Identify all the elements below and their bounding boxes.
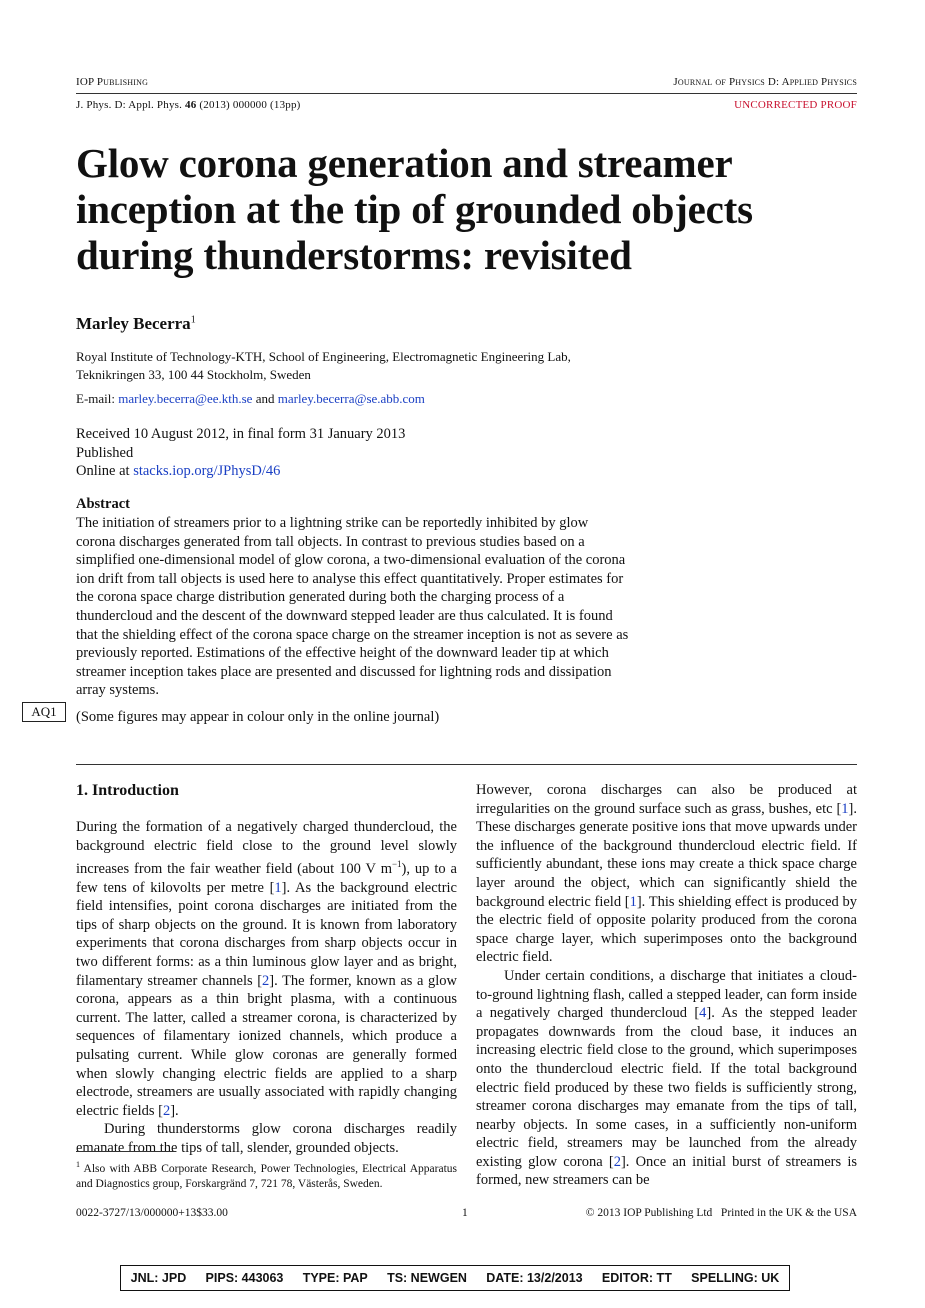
email-link-1[interactable]: marley.becerra@ee.kth.se [118, 391, 253, 406]
paper-title: Glow corona generation and streamer inception at the tip of grounded objects during thunderstorms: revisited [76, 140, 753, 278]
intro-paragraph-1: During the formation of a negatively charged thundercloud, the background electric field close to the ground level slowly increases from the fair weather field (about 100 V $m^{-1}$), up to a few tens of kilovolts per metre [1]. As the background electric field intensifies, point corona discharges are initiated from the tips of sharp objects on the ground. It is known from laboratory experiments that corona discharges from sharp objects occur in two different forms: as a thin luminous glow layer and as bright, filamentary streamer channels [2]. The former, known as a glow corona, appears as a thin bright plasma, with a continuous current. The latter, called a streamer corona, is characterized by sequences of filamentary ionized channels, which produce a pulsating current. While glow coronas are generally formed when slowly changing electric fields are applied to a sharp electrode, streamers are usually associated with rapidly changing electric fields [2]. [76, 819, 457, 1119]
online-line: Online at stacks.iop.org/JPhysD/46 [76, 463, 281, 479]
colour-note: (Some figures may appear in colour only in the online journal) [76, 709, 440, 725]
ref-link[interactable]: 1 [629, 893, 637, 910]
proof-status: UNCORRECTED PROOF [734, 99, 857, 111]
ref-link[interactable]: 2 [613, 1153, 621, 1170]
citation: J. Phys. D: Appl. Phys. 46 (2013) 000000 (13pp) [76, 99, 301, 111]
abstract-body: The initiation of streamers prior to a lightning strike can be reportedly inhibited by glow corona discharges generated from tall objects. In contrast to previous studies based on a simplified one-dimensional model of glow corona, a two-dimensional evaluation of the corona ion drift from tall objects is used here to analyse this effect quantitatively. Proper estimates for the corona space charge distribution generated during both the charging process of a thundercloud and the descent of the downward stepped leader are thus calculated. It is found that the shielding effect of the corona space charge on the streamer inception is not as severe as previously reported. Estimations of the effective height of the downward leader tip at which streamer inception takes place are presented and discussed for lightning rods and dissipation array systems. [76, 515, 629, 699]
online-link[interactable]: stacks.iop.org/JPhysD/46 [133, 463, 281, 479]
author [76, 314, 196, 334]
prod-ts: TS: NEWGEN [387, 1271, 467, 1285]
publisher-name: IOP Publishing [76, 76, 149, 88]
production-strip [120, 1265, 790, 1291]
prod-date: DATE: 13/2/2013 [486, 1271, 583, 1285]
author-footnote-mark: 1 [190, 314, 196, 326]
published-label: Published [76, 444, 134, 461]
footnote: $^1$ Also with ABB Corporate Research, Power Technologies, Electrical Apparatus and Diagnostics group, Forskargränd 7, 721 78, Västerås, Sweden. [76, 1160, 457, 1190]
email-line: E-mail: marley.becerra@ee.kth.se and marley.becerra@se.abb.com [76, 391, 425, 406]
received-date: Received 10 August 2012, in final form 31 January 2013 [76, 426, 406, 442]
footer-code: 0022-3727/13/000000+13$33.00 [76, 1207, 228, 1219]
abstract-rule [76, 764, 857, 765]
ref-link[interactable]: 1 [841, 800, 849, 817]
abstract-heading: Abstract [76, 496, 130, 512]
author-name: Marley Becerra [76, 314, 191, 333]
affiliation: Royal Institute of Technology-KTH, School of Engineering, Electromagnetic Engineering Lab, Teknikringen 33, 100 44 Stockholm, Sweden [76, 349, 571, 382]
ref-link[interactable]: 2 [162, 1102, 171, 1119]
prod-spelling: SPELLING: UK [691, 1271, 780, 1285]
right-column [476, 781, 857, 1190]
footnote-rule [76, 1151, 176, 1152]
ref-link[interactable]: 4 [699, 1005, 707, 1022]
prod-type: TYPE: PAP [302, 1271, 368, 1285]
intro-paragraph-2: During thunderstorms glow corona discharges readily emanate from the tips of tall, slender, grounded objects. [76, 1121, 457, 1156]
prod-editor: EDITOR: TT [601, 1271, 672, 1285]
intro-paragraph-3: However, corona discharges can also be produced at irregularities on the ground surface such as grass, bushes, etc [1]. These discharges generate positive ions that move upwards under the influence of the background thundercloud electric field. If sufficiently abundant, these ions may create a thick space charge layer around the object, which can significantly shield the background electric field [1]. This shielding effect is produced by the electric field of opposite polarity produced from the corona space charge layer, which superimposes onto the background electric field. [476, 782, 857, 966]
left-column [76, 818, 457, 1158]
author-query-tag[interactable]: AQ1 [22, 702, 66, 722]
footer-copyright: © 2013 IOP Publishing Ltd Printed in the UK & the USA [585, 1207, 857, 1219]
header-rule [76, 93, 857, 94]
page-number: 1 [462, 1207, 468, 1219]
journal-name: Journal of Physics D: Applied Physics [673, 76, 857, 88]
email-link-2[interactable]: marley.becerra@se.abb.com [277, 391, 425, 406]
intro-paragraph-4: Under certain conditions, a discharge that initiates a cloud-to-ground lightning flash, called a stepped leader, can form inside a negatively charged thundercloud [4]. As the stepped leader propagates downwards from the cloud base, it induces an increasing electric field close to the ground, which superimposes onto the thundercloud electric field. If the total background electric field produced by these two fields is sufficiently strong, streamer corona discharges may emanate from the tips of tall, nearby objects. In some cases, in a sufficiently non-uniform electric field, streamers may be launched from the already existing glow corona [2]. Once an initial burst of streamers is formed, new streamers can be [476, 967, 857, 1189]
prod-pips: PIPS: 443063 [205, 1271, 284, 1285]
section-heading: 1. Introduction [76, 782, 179, 799]
ref-link[interactable]: 1 [274, 879, 282, 896]
prod-jnl: JNL: JPD [130, 1271, 187, 1285]
publication-dates [76, 425, 405, 481]
ref-link[interactable]: 2 [262, 972, 270, 989]
